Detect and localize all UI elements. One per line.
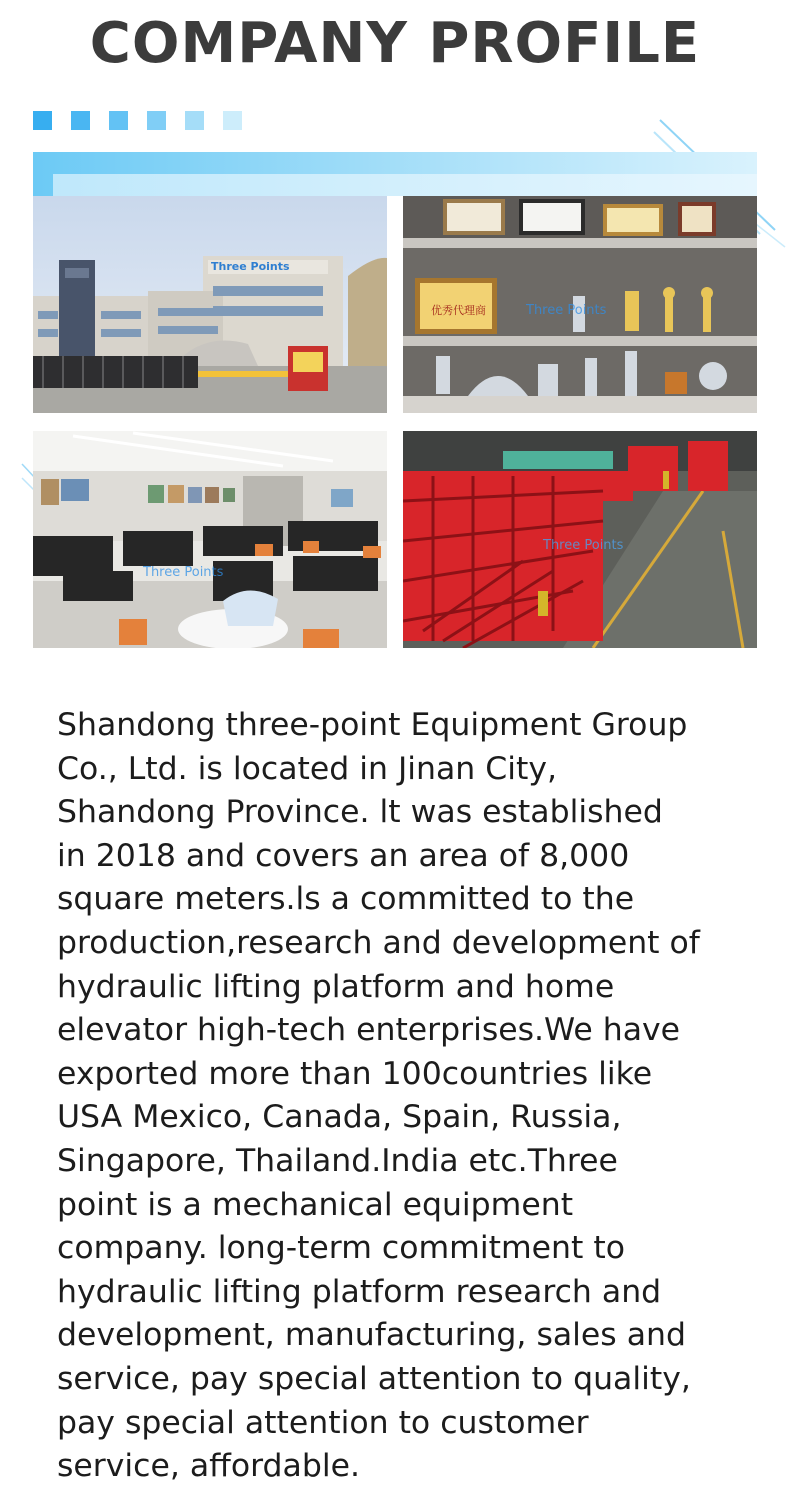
decorative-square (185, 111, 204, 130)
watermark-text: Three Points (143, 565, 224, 580)
company-description: Shandong three-point Equipment Group Co., Ltd. is located in Jinan City, Shandong Province. lt was established in 2018 and covers an area of 8,000 square meters.ls a committed to the production,research and development of hydraulic lifting platform and home elevator high-tech enterprises.We have exported more than 100countries like USA Mexico, Canada, Spain, Russia, Singapore, Thailand.India etc.Three point is a mechanical equipment company. long-term commitment to hydraulic lifting platform research and development, manufacturing, sales and service, pay special attention to quality, pay special attention to customer service, affordable. (57, 707, 700, 1485)
decorative-square (71, 111, 90, 130)
scissor-lift-warehouse-photo (403, 431, 757, 648)
page-title: COMPANY PROFILE (89, 11, 701, 76)
svg-text:优秀代理商: 优秀代理商 (431, 304, 486, 317)
decorative-square (109, 111, 128, 130)
watermark-text: Three Points (526, 303, 607, 318)
decorative-square (223, 111, 242, 130)
headquarters-building-photo (33, 196, 387, 413)
watermark-text: Three Points (543, 538, 624, 553)
awards-shelf-photo (403, 196, 757, 413)
building-sign-text: Three Points (211, 260, 290, 273)
office-interior-photo (33, 431, 387, 648)
decorative-square (33, 111, 52, 130)
decorative-square (147, 111, 166, 130)
header-banner-band (33, 152, 757, 196)
